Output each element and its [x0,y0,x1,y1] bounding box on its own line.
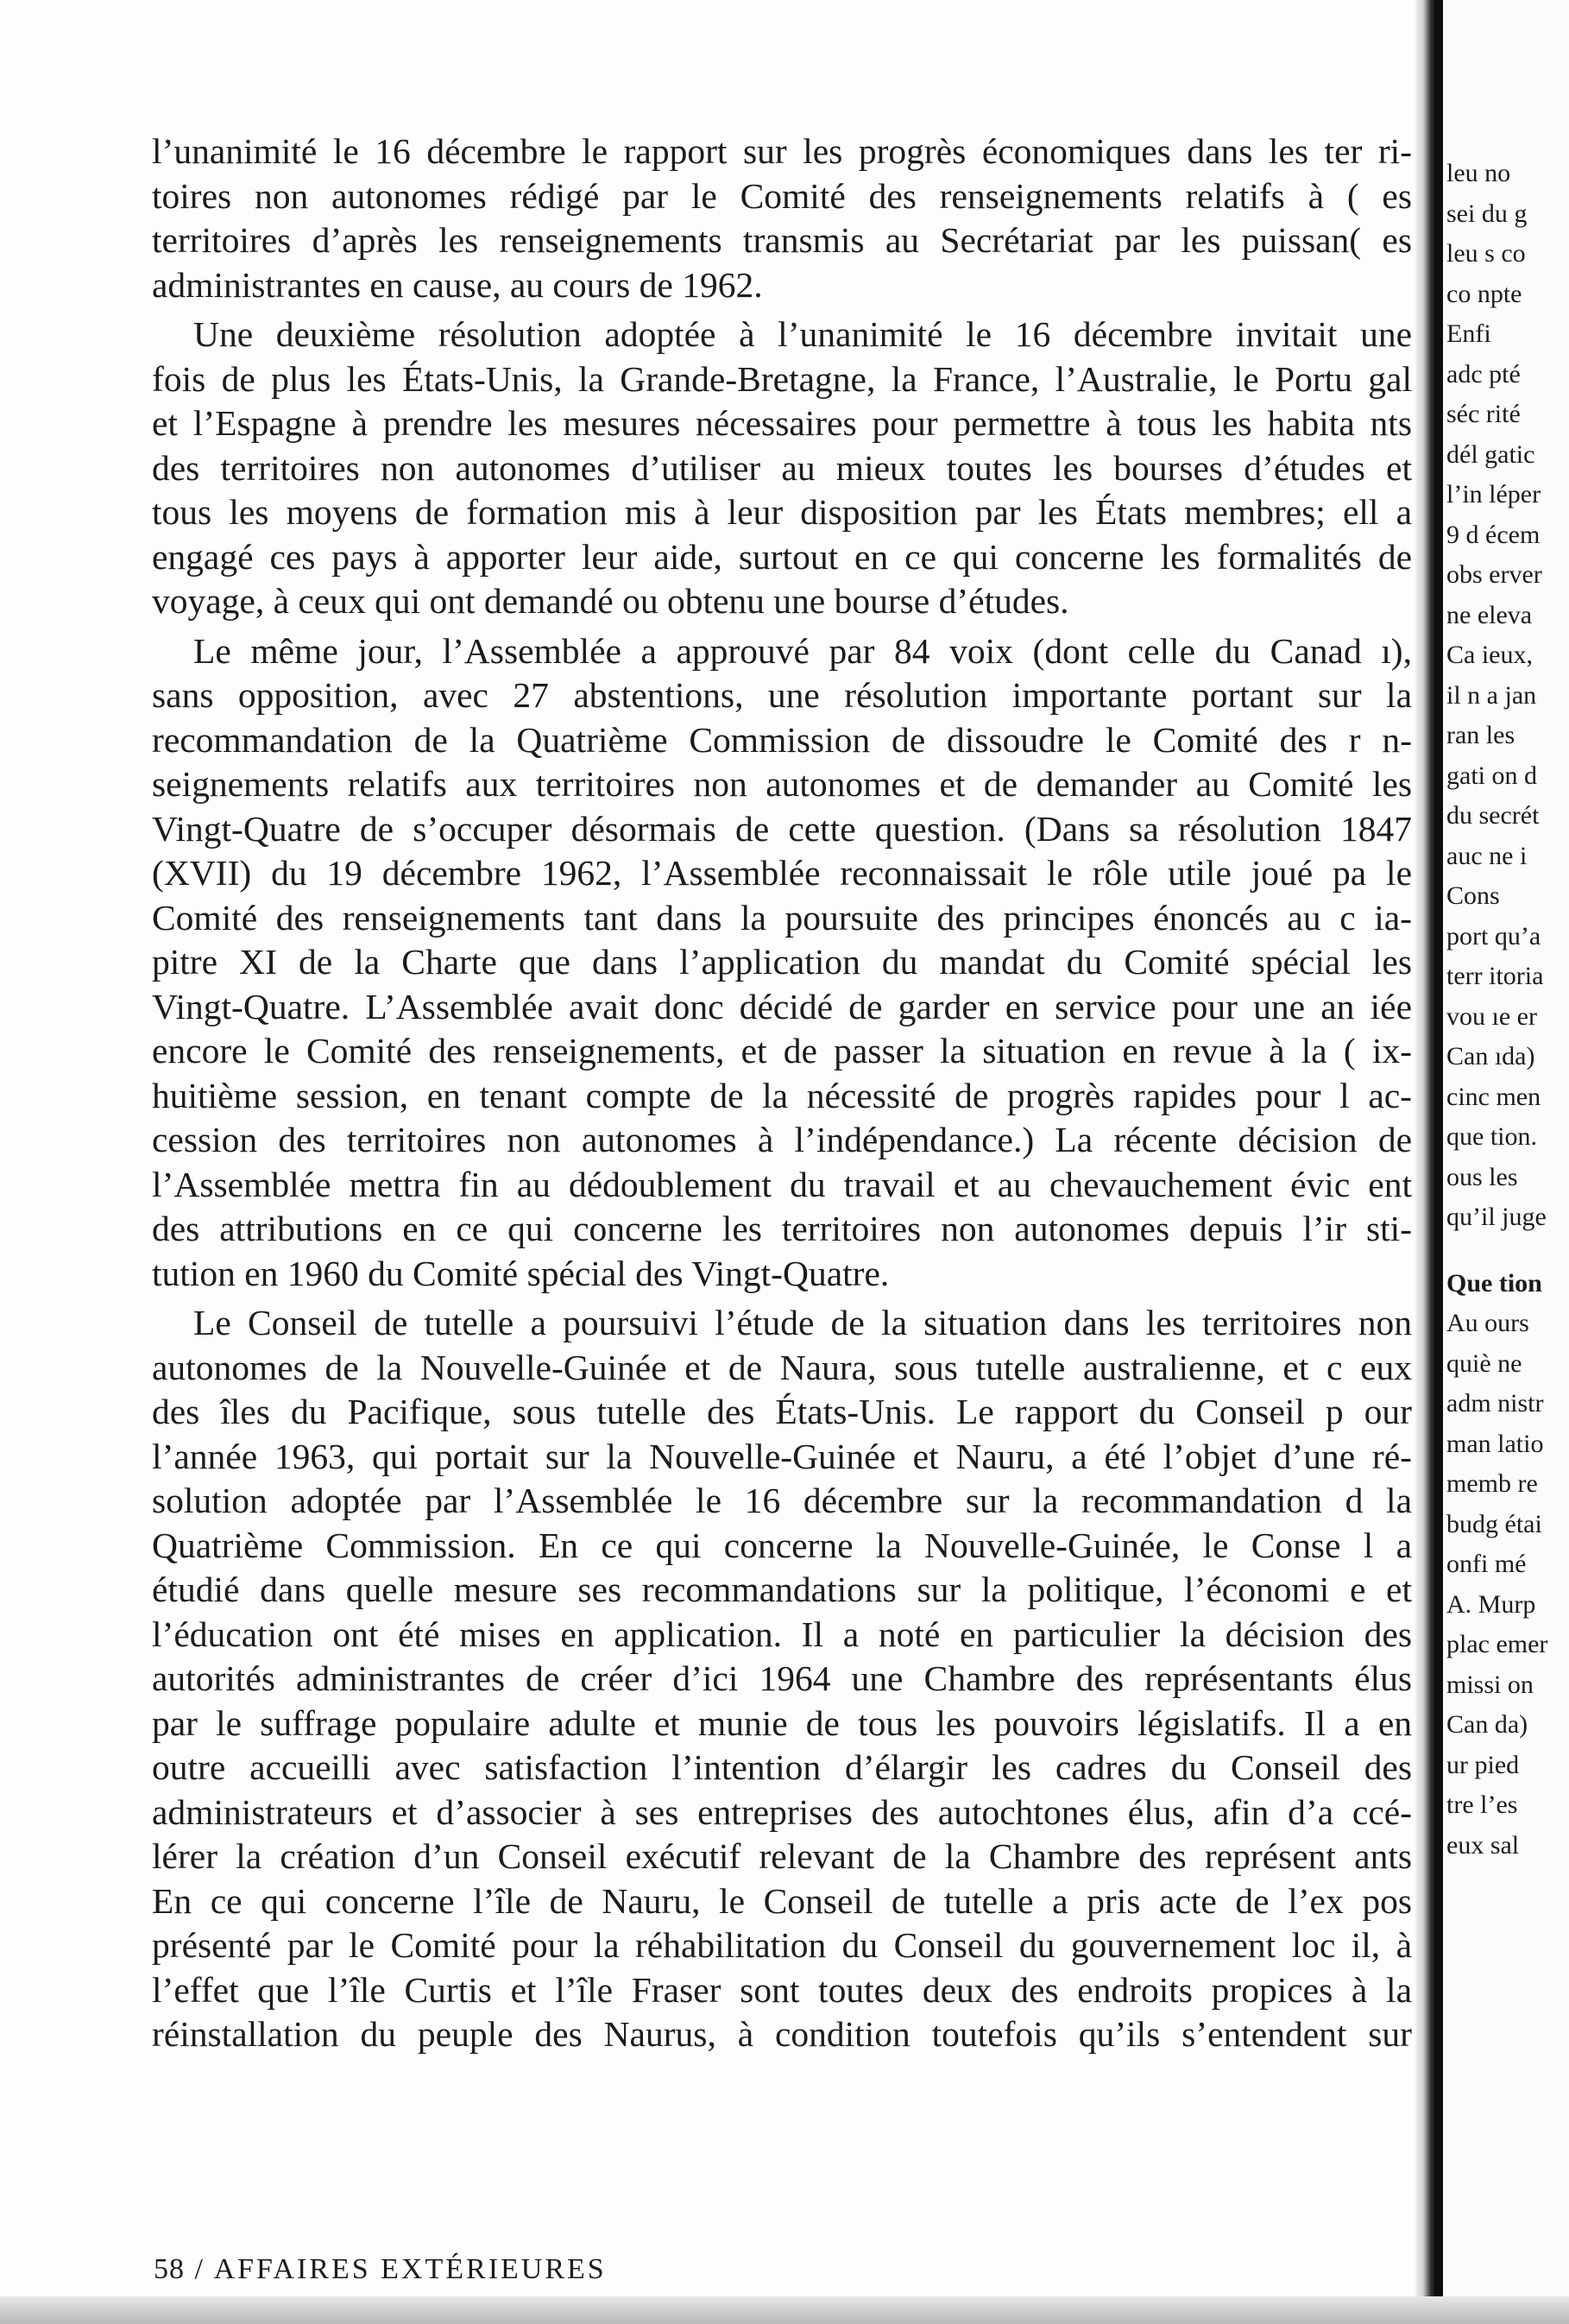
fragment-line: onfi mé [1446,1550,1527,1578]
text-line: voyage, à ceux qui ont demandé ou obtenu une bourse d’études. [152,581,1069,621]
fragment-line: terr itoria [1446,962,1544,990]
fragment-line: gati on d [1446,761,1537,790]
text-line: toires non autonomes rédigé par le Comité des renseignements relatifs à ( es [152,175,1412,216]
text-line: étudié dans quelle mesure ses recommandations sur la politique, l’économi e et [152,1569,1412,1609]
fragment-line: ran les [1446,721,1515,749]
text-line: Le même jour, l’Assemblée a approuvé par 84 voix (dont celle du Canad ı), [193,630,1412,671]
fragment-line: missi on [1446,1670,1534,1699]
fragment-line: Ca ieux, [1446,641,1533,669]
text-line: administrantes en cause, au cours de 1962. [152,264,763,305]
fragment-line: cinc men [1446,1082,1541,1111]
fragment-heading: Que tion [1446,1268,1542,1298]
text-line: Vingt-Quatre de s’occuper désormais de cette question. (Dans sa résolution 1847 [152,808,1412,849]
text-line: cession des territoires non autonomes à l’indépendance.) La récente décision de [152,1120,1412,1159]
fragment-line: auc ne i [1446,841,1528,870]
fragment-line: séc rité [1446,400,1521,428]
text-line: lérer la création d’un Conseil exécutif relevant de la Chambre des représent ants [152,1836,1412,1876]
fragment-line: quiè ne [1446,1348,1522,1378]
fragment-line: budg étai [1446,1509,1542,1538]
text-line: par le suffrage populaire adulte et munie de tous les pouvoirs législatifs. Il a en [152,1702,1412,1743]
text-line: tution en 1960 du Comité spécial des Vingt-Quatre. [152,1253,890,1293]
text-line: l’Assemblée mettra fin au dédoublement du travail et au chevauchement évic ent [152,1164,1412,1204]
fragment-line: plac emer [1446,1630,1548,1658]
adjacent-page-fragment [1443,0,1569,2324]
text-line: En ce qui concerne l’île de Nauru, le Conseil de tutelle a pris acte de l’ex pos [152,1880,1412,1921]
text-line: administrateurs et d’associer à ses entreprises des autochtones élus, afin d’a ccé- [152,1791,1412,1832]
fragment-line: ne eleva [1446,600,1533,629]
fragment-line: Can da) [1446,1710,1528,1739]
text-line: outre accueilli avec satisfaction l’intention d’élargir les cadres du Conseil des [152,1747,1412,1787]
text-line: seignements relatifs aux territoires non autonomes et de demander au Comité les [152,764,1412,804]
text-line: Le Conseil de tutelle a poursuivi l’étude de la situation dans les territoires non [193,1303,1412,1342]
fragment-line: memb re [1446,1469,1538,1498]
fragment-line: leu s co [1446,239,1526,268]
fragment-line: A. Murp [1446,1589,1536,1619]
fragment-line: qu’il juge [1446,1203,1547,1231]
fragment-line: Au ours [1446,1309,1529,1337]
binding-shadow [1434,0,1443,2324]
text-line: pitre XI de la Charte que dans l’application du mandat du Comité spécial les [152,942,1412,982]
text-line: Quatrième Commission. En ce qui concerne la Nouvelle-Guinée, le Conse l a [152,1525,1412,1565]
fragment-line: du secrét [1446,801,1540,830]
text-line: des îles du Pacifique, sous tutelle des États-Unis. Le rapport du Conseil p our [152,1392,1412,1431]
fragment-line: l’in léper [1446,480,1541,508]
fragment-line: Can ıda) [1446,1042,1535,1070]
text-line: réinstallation du peuple des Naurus, à condition toutefois qu’ils s’entendent sur [152,2014,1412,2054]
fragment-line: ur pied [1446,1750,1520,1779]
page-number: 58 [154,2253,185,2285]
main-text-column [152,129,1412,2219]
text-line: des attributions en ce qui concerne les territoires non autonomes depuis l’ir sti- [152,1209,1412,1248]
fragment-line: adc pté [1446,359,1521,388]
text-line: Comité des renseignements tant dans la poursuite des principes énoncés au c ia- [152,897,1412,938]
fragment-line: adm nistr [1446,1389,1544,1418]
fragment-line [1446,1238,1569,1264]
fragment-line: vou ıe er [1446,1001,1537,1031]
text-line: et l’Espagne à prendre les mesures nécessaires pour permettre à tous les habita nts [152,403,1412,443]
fragment-line: leu no [1446,159,1511,187]
text-line: l’éducation ont été mises en application. Il a noté en particulier la décision des [152,1614,1412,1654]
text-line: recommandation de la Quatrième Commission de dissoudre le Comité des r n- [152,719,1412,760]
text-line: Une deuxième résolution adoptée à l’unanimité le 16 décembre invitait une [193,314,1412,354]
text-line: fois de plus les États-Unis, la Grande-Bretagne, la France, l’Australie, le Portu gal [152,358,1412,399]
fragment-line: eux sal [1446,1830,1520,1860]
fragment-line: ous les [1446,1162,1518,1191]
fragment-line: 9 d écem [1446,520,1541,549]
fragment-line: dél gatic [1446,439,1535,469]
fragment-line: man latio [1446,1429,1544,1458]
fragment-line: tre l’es [1446,1790,1518,1819]
text-line: tous les moyens de formation mis à leur disposition par les États membres; ell a [152,492,1412,532]
fragment-line: il n a jan [1446,680,1537,710]
text-line: Vingt-Quatre. L’Assemblée avait donc décidé de garder en service pour une an iée [152,986,1412,1026]
fragment-line: que tion. [1446,1122,1537,1151]
fragment-line: obs erver [1446,560,1542,589]
page-footer [154,2253,607,2286]
fragment-line: port qu’a [1446,921,1541,950]
text-line: l’année 1963, qui portait sur la Nouvelle-Guinée et Nauru, a été l’objet d’une ré- [152,1436,1412,1476]
text-line: huitième session, en tenant compte de la nécessité de progrès rapides pour l ac- [152,1075,1412,1115]
text-line: territoires d’après les renseignements transmis au Secrétariat par les puissan( es [152,220,1412,260]
fragment-line: sei du g [1446,199,1528,228]
publication-title: / AFFAIRES EXTÉRIEURES [194,2253,607,2285]
text-line: (XVII) du 19 décembre 1962, l’Assemblée reconnaissait le rôle utile joué pa le [152,853,1412,893]
fragment-line: co npte [1446,279,1522,308]
text-line: présenté par le Comité pour la réhabilitation du Conseil du gouvernement loc il, à [152,1925,1412,1965]
fragment-line: Enfi [1446,319,1491,348]
text-line: sans opposition, avec 27 abstentions, une résolution importante portant sur la [152,675,1412,715]
text-line: autorités administrantes de créer d’ici 1964 une Chambre des représentants élus [152,1658,1412,1698]
text-line: l’effet que l’île Curtis et l’île Fraser sont toutes deux des endroits propices à la [152,1969,1412,2010]
text-line: encore le Comité des renseignements, et de passer la situation en revue à la ( ix- [152,1031,1412,1070]
scan-bottom-edge [0,2296,1569,2324]
text-line: l’unanimité le 16 décembre le rapport sur les progrès économiques dans les ter ri- [152,131,1412,171]
adjacent-page-text [1446,154,1569,1866]
fragment-line: Cons [1446,881,1500,910]
text-line: autonomes de la Nouvelle-Guinée et de Naura, sous tutelle australienne, et c eux [152,1347,1412,1387]
text-line: engagé ces pays à apporter leur aide, surtout en ce qui concerne les formalités de [152,536,1412,577]
text-line: des territoires non autonomes d’utiliser au mieux toutes les bourses d’études et [152,447,1412,488]
text-line: solution adoptée par l’Assemblée le 16 décembre sur la recommandation d la [152,1481,1412,1520]
